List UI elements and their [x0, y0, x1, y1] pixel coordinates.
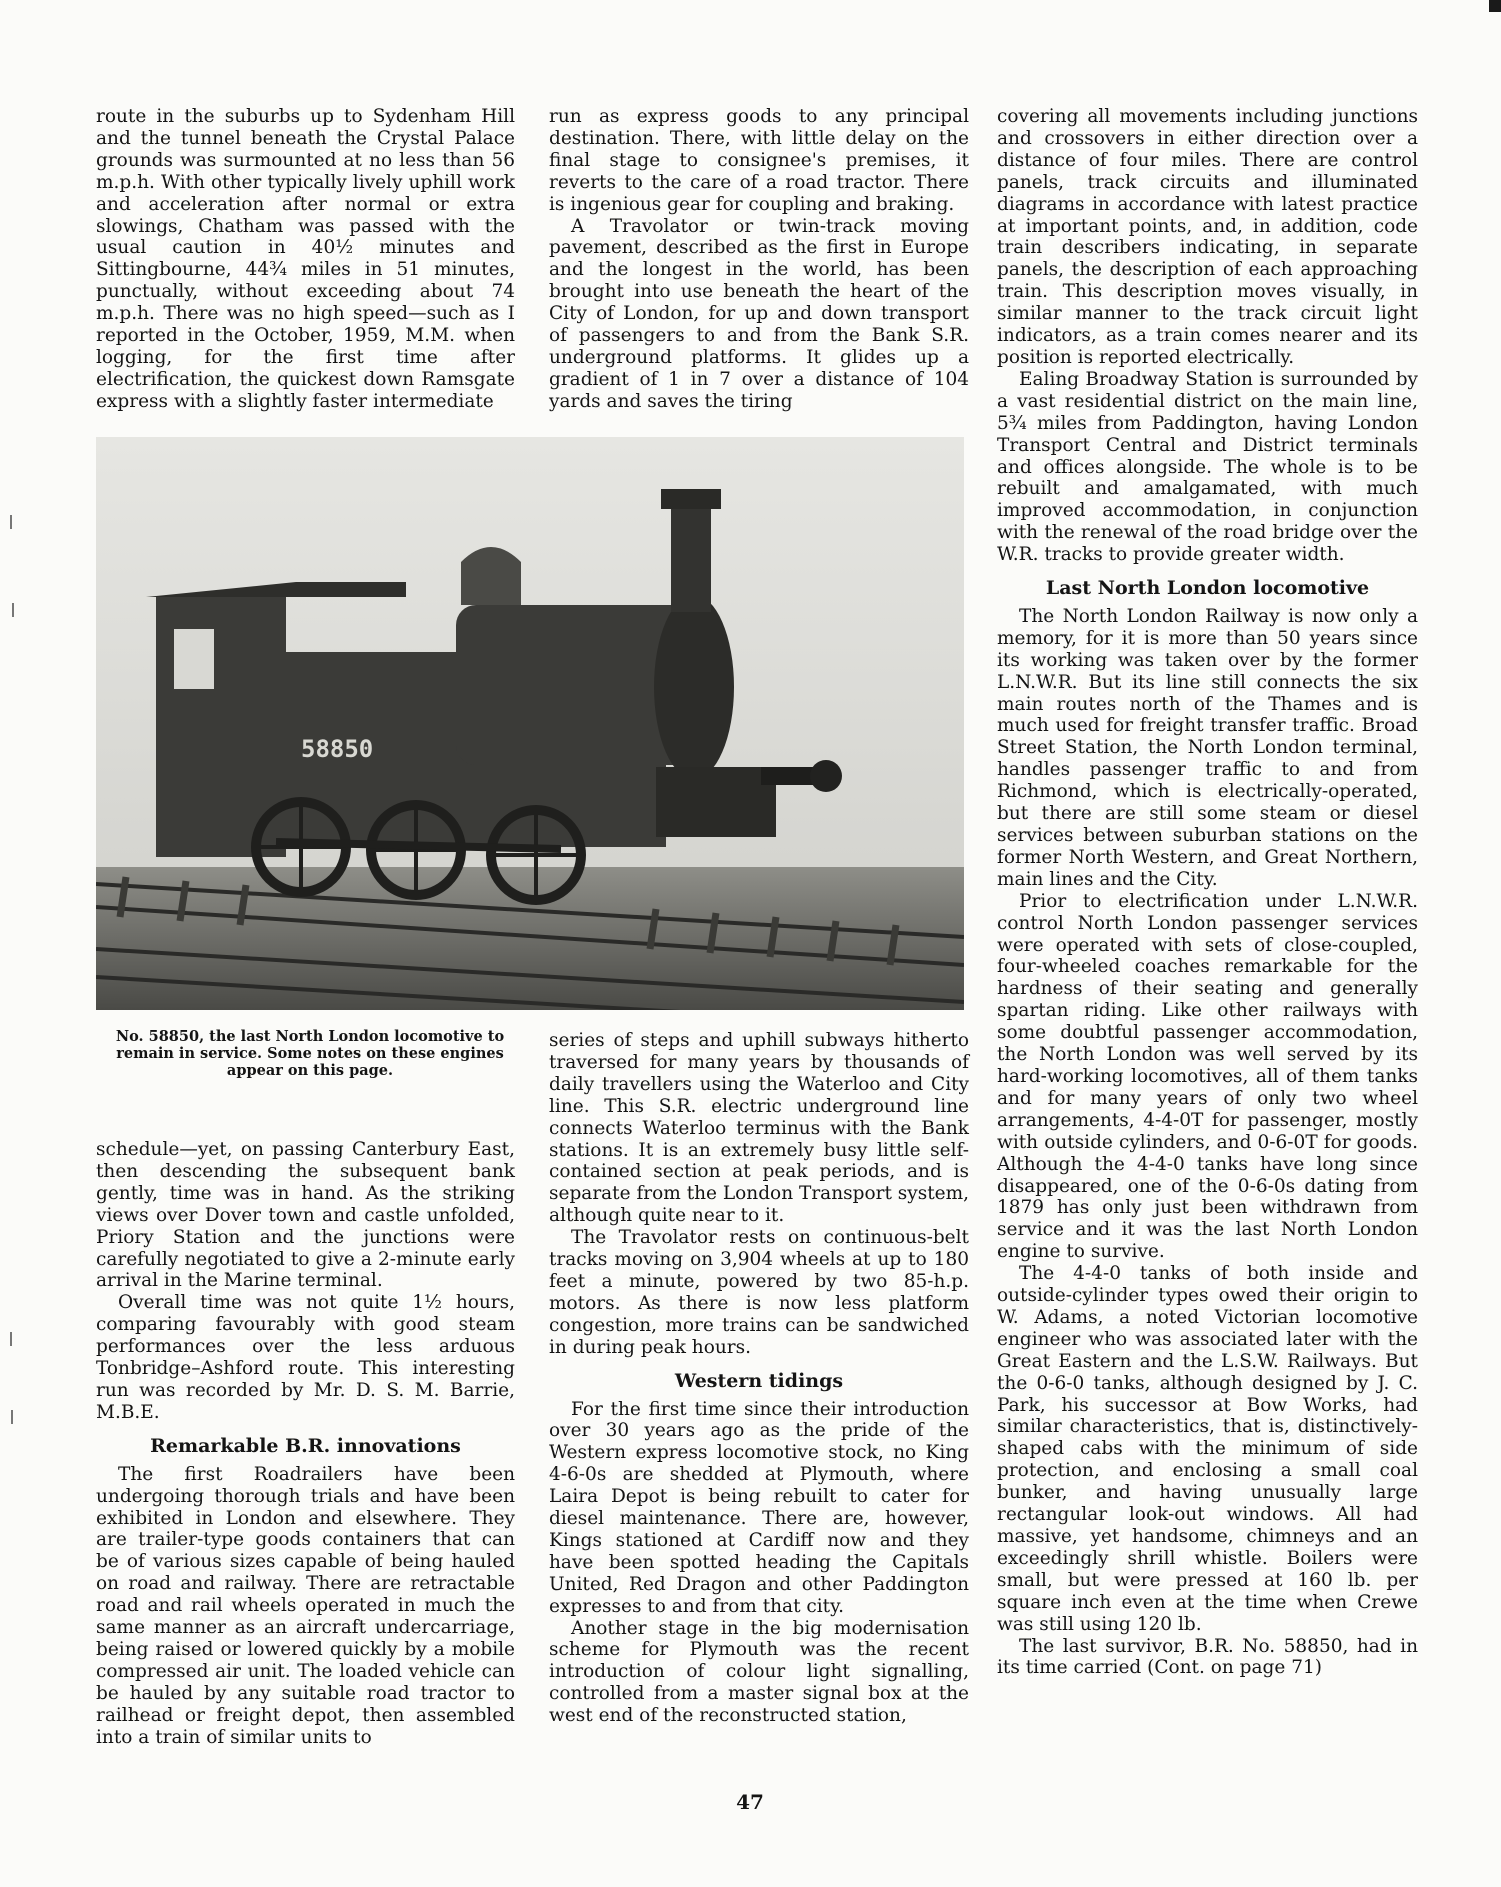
column-2-top	[549, 106, 969, 413]
section-heading: Remarkable B.R. innovations	[150, 1434, 461, 1457]
paragraph: The last survivor, B.R. No. 58850, had in its time carried (Cont. on page 71)	[997, 1635, 1418, 1679]
paragraph: The first Roadrailers have been undergoing thorough trials and have been exhibited in London and elsewhere. They are trailer-type goods containers that can be of various sizes capable of being hauled on road and railway. There are retractable road and rail wheels operated in much the same manner as an aircraft undercarriage, being raised or lowered quickly by a mobile compressed air unit. The loaded vehicle can be hauled by any suitable road tractor to railhead or freight depot, then assembled into a train of similar units to	[96, 1463, 515, 1748]
locomotive-illustration	[96, 437, 964, 1010]
locomotive-photo	[96, 437, 964, 1010]
column-1-bottom	[96, 1139, 515, 1748]
paragraph: run as express goods to any principal destination. There, with little delay on the final stage to consignee's premises, it reverts to the care of a road tractor. There is ingenious gear for coupling and braking.	[549, 106, 969, 215]
paragraph: route in the suburbs up to Sydenham Hill and the tunnel beneath the Crystal Palace grounds was surmounted at no less than 56 m.p.h. With other typically lively uphill work and acceleration after normal or extra slowings, Chatham was passed with the usual caution in 40½ minutes and Sittingbourne, 44¾ miles in 51 minutes, punctually, without exceeding about 74 m.p.h. There was no high speed—such as I reported in the October, 1959, M.M. when logging, for the first time after electrification, the quickest down Ramsgate express with a slightly faster intermediate	[96, 106, 515, 412]
locomotive-number: 58850	[301, 735, 374, 763]
margin-mark	[11, 1410, 13, 1424]
column-2-bottom	[549, 1030, 969, 1727]
paragraph: schedule—yet, on passing Canterbury East, then descending the subsequent bank gently, time was in hand. As the striking views over Dover town and castle unfolded, Priory Station and the junctions were carefully negotiated to give a 2-minute early arrival in the Marine terminal.	[96, 1139, 515, 1292]
column-3	[997, 106, 1418, 1679]
paragraph: A Travolator or twin-track moving pavement, described as the first in Europe and the longest in the world, has been brought into use beneath the heart of the City of London, for up and down transport of passengers to and from the Bank S.R. underground platforms. It glides up a gradient of 1 in 7 over a distance of 104 yards and saves the tiring	[549, 215, 969, 412]
page-corner-mark	[1489, 0, 1501, 12]
column-1-top	[96, 106, 515, 413]
photo-caption: No. 58850, the last North London locomotive to remain in service. Some notes on these engines appear on this page.	[115, 1028, 505, 1079]
paragraph: The North London Railway is now only a memory, for it is more than 50 years since its working was taken over by the former L.N.W.R. But its line still connects the six main routes north of the Thames and is much used for freight transfer traffic. Broad Street Station, the North London terminal, handles passenger traffic to and from Richmond, which is electrically-operated, but there are still some steam or diesel services between suburban stations on the former North Western, and Great Northern, main lines and the City.	[997, 605, 1418, 890]
section-heading: Last North London locomotive	[1045, 577, 1370, 600]
section-heading: Western tidings	[674, 1369, 844, 1392]
page-number: 47	[736, 1790, 764, 1814]
margin-mark	[12, 603, 14, 617]
paragraph: Overall time was not quite 1½ hours, comparing favourably with good steam performances over the less arduous Tonbridge–Ashford route. This interesting run was recorded by Mr. D. S. M. Barrie, M.B.E.	[96, 1292, 515, 1423]
paragraph: Prior to electrification under L.N.W.R. control North London passenger services were operated with sets of close-coupled, four-wheeled coaches remarkable for the hardness of their seating and generally spartan riding. Like other railways with some doubtful passenger accommodation, the North London was well served by its hard-working locomotives, all of them tanks and for many years of only two wheel arrangements, 4-4-0T for passenger, mostly with outside cylinders, and 0-6-0T for goods. Although the 4-4-0 tanks have long since disappeared, one of the 0-6-0s dating from 1879 has only just been withdrawn from service and it was the last North London engine to survive.	[997, 890, 1418, 1263]
paragraph: series of steps and uphill subways hitherto traversed for many years by thousands of daily travellers using the Waterloo and City line. This S.R. electric underground line connects Waterloo terminus with the Bank stations. It is an extremely busy little self-contained section at peak periods, and is separate from the London Transport system, although quite near to it.	[549, 1030, 969, 1227]
paragraph: The Travolator rests on continuous-belt tracks moving on 3,904 wheels at up to 180 feet a minute, powered by two 85-h.p. motors. As there is now less platform congestion, more trains can be sandwiched in during peak hours.	[549, 1227, 969, 1358]
paragraph: For the first time since their introduction over 30 years ago as the pride of the Western express locomotive stock, no King 4-6-0s are shedded at Plymouth, where Laira Depot is being rebuilt to cater for diesel maintenance. There are, however, Kings stationed at Cardiff now and they have been spotted heading the Capitals United, Red Dragon and other Paddington expresses to and from that city.	[549, 1398, 969, 1617]
paragraph: covering all movements including junctions and crossovers in either direction over a distance of four miles. There are control panels, track circuits and illuminated diagrams in accordance with latest practice at important points, and, in addition, code train describers indicating, in separate panels, the description of each approaching train. This description moves visually, in similar manner to the track circuit light indicators, as a train comes nearer and its position is reported electrically.	[997, 106, 1418, 368]
paragraph: Ealing Broadway Station is surrounded by a vast residential district on the main line, 5¾ miles from Paddington, having London Transport Central and District terminals and offices alongside. The whole is to be rebuilt and amalgamated, with much improved accommodation, in conjunction with the renewal of the road bridge over the W.R. tracks to provide greater width.	[997, 368, 1418, 566]
paragraph: Another stage in the big modernisation scheme for Plymouth was the recent introduction of colour light signalling, controlled from a master signal box at the west end of the reconstructed station,	[549, 1617, 969, 1727]
paragraph: The 4-4-0 tanks of both inside and outside-cylinder types owed their origin to W. Adams, a noted Victorian locomotive engineer who was associated later with the Great Eastern and the L.S.W. Railways. But the 0-6-0 tanks, although designed by J. C. Park, his successor at Bow Works, had similar characteristics, that is, distinctively-shaped cabs with the minimum of side protection, and enclosing a small coal bunker, and having unusually large rectangular look-out windows. All had massive, yet handsome, chimneys and an exceedingly shrill whistle. Boilers were small, but were pressed at 160 lb. per square inch even at the time when Crewe was still using 120 lb.	[997, 1263, 1418, 1635]
margin-mark	[10, 515, 12, 529]
margin-mark	[10, 1332, 12, 1346]
